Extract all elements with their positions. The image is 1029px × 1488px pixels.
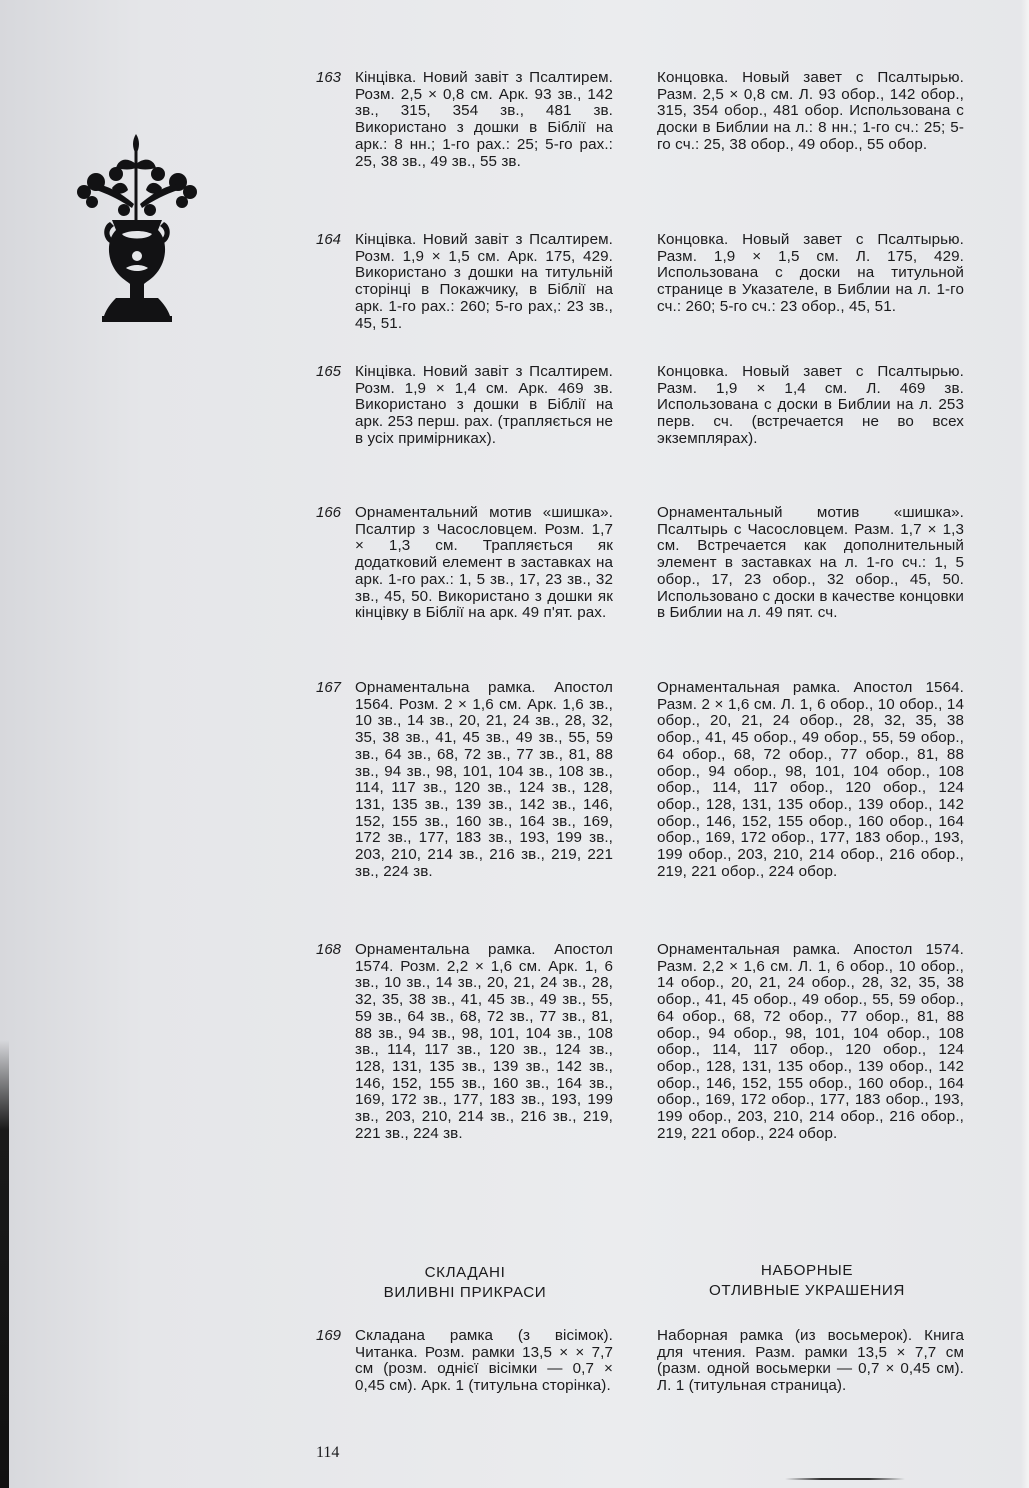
entry-number: 165 [316, 363, 342, 380]
entry-number: 169 [316, 1327, 342, 1344]
flower-vase-ornament-icon [72, 130, 202, 330]
section-heading-line: ОТЛИВНЫЕ УКРАШЕНИЯ [709, 1282, 905, 1299]
page-edge-highlight [1021, 0, 1029, 1488]
entry-text-ukrainian: Кінцівка. Новий завіт з Псалтирем. Розм. 1,9 × 1,5 см. Арк. 175, 429. Використано з дошки на титульній сторінці в Покажчику, в Біблії на арк. 1-го рах.: 260; 5-го рах,: 23 зв., 45, 51. [355, 231, 613, 332]
entry-number: 166 [316, 504, 342, 521]
entry-text-ukrainian: Орнаментальна рамка. Апостол 1564. Розм. 2 × 1,6 см. Арк. 1,6 зв., 10 зв., 14 зв., 20, 21, 24 зв., 28, 32, 35, 38 зв., 41, 45 зв., 49 зв., 55, 59 зв., 64 зв., 68, 72 зв., 77 зв., 81, 88 зв., 94 зв., 98, 101, 104 зв., 108 зв., 114, 117 зв., 120 зв., 124 зв., 128, 131, 135 зв., 139 зв., 142 зв., 146, 152, 155 зв., 160 зв., 164 зв., 169, 172 зв., 177, 183 зв., 193, 199 зв., 203, 210, 214 зв., 216 зв., 219, 221 зв., 224 зв. [355, 679, 613, 880]
entry-text-russian: Наборная рамка (из восьмерок). Книга для чтения. Разм. рамки 13,5 × 7,7 см (разм. одной восьмерки — 0,7 × 0,45 см). Л. 1 (титульная страница). [657, 1327, 964, 1395]
entry-text-ukrainian: Складана рамка (з вісімок). Читанка. Розм. рамки 13,5 × × 7,7 см (розм. однієї вісімки — 0,7 × 0,45 см). Арк. 1 (титульна сторінка). [355, 1327, 613, 1395]
section-heading-line: ВИЛИВНІ ПРИКРАСИ [383, 1284, 547, 1301]
entry-text-russian: Орнаментальная рамка. Апостол 1564. Разм. 2 × 1,6 см. Л. 1, 6 обор., 10 обор., 14 обор., 20, 21, 24 обор., 28, 32, 35, 38 обор., 41, 45 обор., 49 обор., 55, 59 обор., 64 обор., 68, 72 обор., 77 обор., 81, 88 обор., 94 обор., 98, 101, 104 обор., 108 обор., 114, 117 обор., 120 обор., 124 обор., 128, 131, 135 обор., 139 обор., 142 обор., 146, 152, 155 обор., 160 обор., 164 обор., 169, 172 обор., 177, 183 обор., 193, 199 обор., 203, 210, 214 обор., 216 обор., 219, 221 обор., 224 обор. [657, 679, 964, 880]
entry-number: 168 [316, 941, 342, 958]
page-number: 114 [316, 1444, 340, 1461]
entry-text-russian: Концовка. Новый завет с Псалтырью. Разм. 1,9 × 1,5 см. Л. 175, 429. Использована с доски на титульной странице в Указателе, в Библии на л. 1-го сч.: 260; 5-го сч.: 23 обор., 45, 51. [657, 231, 964, 315]
section-heading-russian [657, 1261, 957, 1301]
entry-number: 164 [316, 231, 342, 248]
entry-text-ukrainian: Орнаментальний мотив «шишка». Псалтир з Часословцем. Розм. 1,7 × 1,3 см. Трапляється як додатковий елемент в заставках на арк. 1-го рах.: 1, 5 зв., 17, 23 зв., 32 зв., 45, 50. Використано з дошки як кінцівку в Біблії на арк. 49 п'ят. рах. [355, 504, 613, 622]
entry-text-russian: Орнаментальный мотив «шишка». Псалтырь с Часословцем. Разм. 1,7 × 1,3 см. Встречается как дополнительный элемент в заставках на л. 1-го сч.: 1, 5 обор., 17, 23 обор., 32 обор., 45, 50. Использовано с доски в качестве концовки в Библии на л. 49 пят. сч. [657, 504, 964, 622]
entry-text-russian: Концовка. Новый завет с Псалтырью. Разм. 2,5 × 0,8 см. Л. 93 обор., 142 обор., 315, 354 обор., 481 обор. Использована с доски в Библии на л.: 8 нн.; 1-го сч.: 25; 5-го сч.: 25, 38 обор., 49 обор., 55 обор. [657, 69, 964, 153]
page-edge-shadow [0, 1040, 9, 1488]
section-heading-line: СКЛАДАНІ [424, 1264, 506, 1281]
entry-text-ukrainian: Кінцівка. Новий завіт з Псалтирем. Розм. 2,5 × 0,8 см. Арк. 93 зв., 142 зв., 315, 354 зв., 481 зв. Використано з дошки в Біблії на арк.: 8 нн.; 1-го рах.: 25; 5-го рах.: 25, 38 зв., 49 зв., 55 зв. [355, 69, 613, 170]
entry-text-russian: Орнаментальная рамка. Апостол 1574. Разм. 2,2 × 1,6 см. Л. 1, 6 обор., 10 обор., 14 обор., 20, 21, 24 обор., 28, 32, 35, 38 обор., 41, 45 обор., 49 обор., 55, 59 обор., 64 обор., 68, 72 обор., 77 обор., 81, 88 обор., 94 обор., 98, 101, 104 обор., 108 обор., 114, 117 обор., 120 обор., 124 обор., 128, 131, 135 обор., 139 обор., 142 обор., 146, 152, 155 обор., 160 обор., 164 обор., 169, 172 обор., 177, 183 обор., 193, 199 обор., 203, 210, 214 обор., 216 обор., 219, 221 обор., 224 обор. [657, 941, 964, 1142]
entry-text-ukrainian: Орнаментальна рамка. Апостол 1574. Розм. 2,2 × 1,6 см. Арк. 1, 6 зв., 10 зв., 14 зв., 20, 21, 24 зв., 28, 32, 35, 38 зв., 41, 45 зв., 49 зв., 55, 59 зв., 64 зв., 68, 72 зв., 77 зв., 81, 88 зв., 94 зв., 98, 101, 104 зв., 108 зв., 114, 117 зв., 120 зв., 124 зв., 128, 131, 135 зв., 139 зв., 142 зв., 146, 152, 155 зв., 160 зв., 164 зв., 169, 172 зв., 177, 183 зв., 193, 199 зв., 203, 210, 214 зв., 216 зв., 219, 221 зв., 224 зв. [355, 941, 613, 1142]
section-heading-ukrainian [355, 1263, 575, 1303]
entry-text-russian: Концовка. Новый завет с Псалтырью. Разм. 1,9 × 1,4 см. Л. 469 зв. Использована с доски в Библии на л. 253 перв. сч. (встречается не во всех экземплярах). [657, 363, 964, 447]
entry-number: 167 [316, 679, 342, 696]
bottom-rule [785, 1478, 905, 1480]
entry-text-ukrainian: Кінцівка. Новий завіт з Псалтирем. Розм. 1,9 × 1,4 см. Арк. 469 зв. Використано з дошки в Біблії на арк. 253 перш. рах. (трапляється не в усіх примірниках). [355, 363, 613, 447]
section-heading-line: НАБОРНЫЕ [760, 1262, 854, 1279]
entry-number: 163 [316, 69, 342, 86]
